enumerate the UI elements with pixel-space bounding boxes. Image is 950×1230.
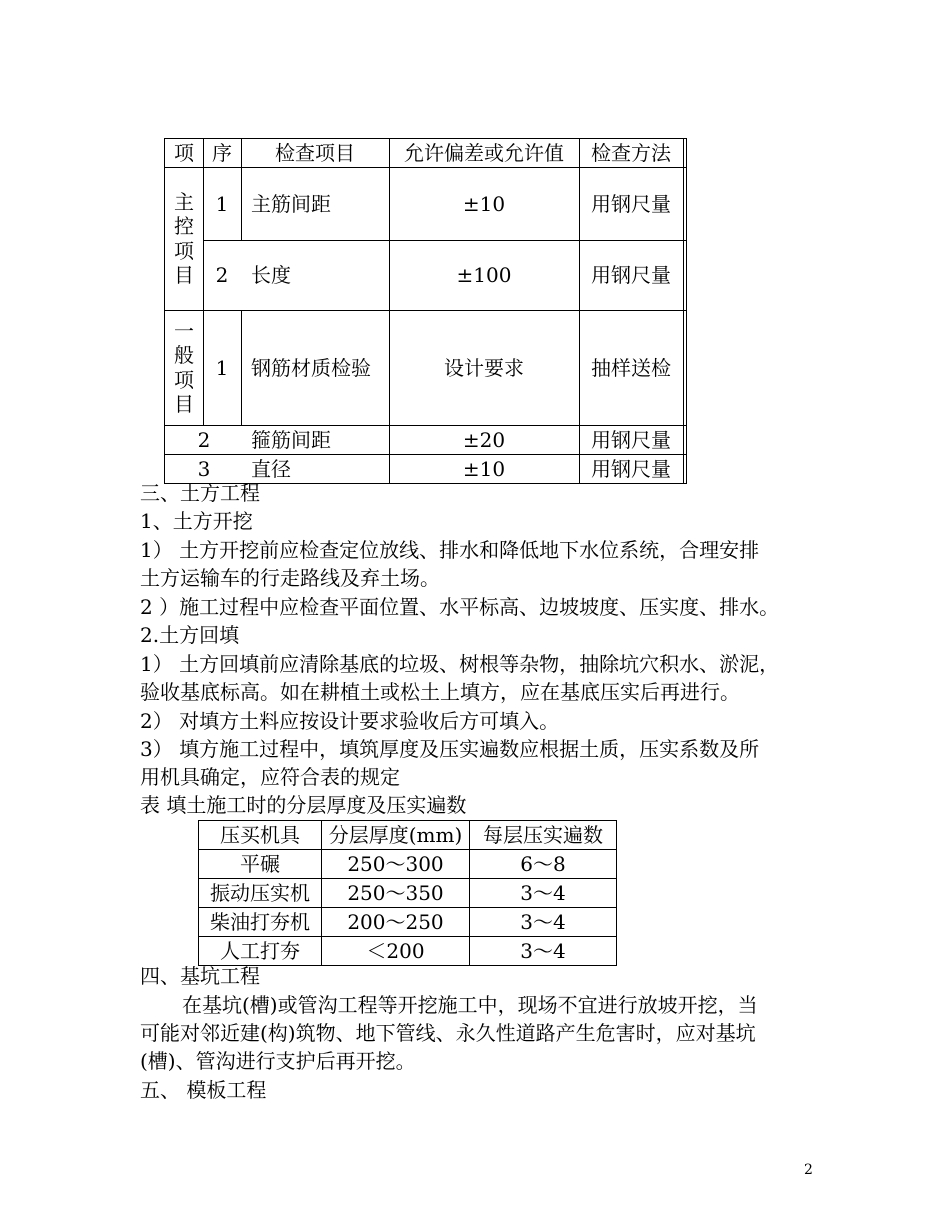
paragraph-line: 土方运输车的行走路线及弃土场。 xyxy=(140,566,440,590)
row-tolerance: ±10 xyxy=(462,456,506,481)
table-cell: 平碾 xyxy=(199,850,322,879)
header-cell: 分层厚度(mm) xyxy=(322,821,470,850)
group-label-char: 项 xyxy=(174,367,194,392)
table-row xyxy=(199,908,617,937)
header-cell: 压买机具 xyxy=(199,821,322,850)
table-cell: 振动压实机 xyxy=(199,879,322,908)
table-cell: 6～8 xyxy=(470,850,617,879)
paragraph-line: (槽)、管沟进行支护后再开挖。 xyxy=(140,1049,416,1073)
group-label-char: 一 xyxy=(174,318,194,343)
group-label-general xyxy=(165,310,203,425)
paragraph-line: 可能对邻近建(构)筑物、地下管线、永久性道路产生危害时，应对基坑 xyxy=(140,1021,756,1045)
header-cell-category: 项 xyxy=(174,140,194,165)
group-label-char: 般 xyxy=(174,343,194,368)
row-number: 1 xyxy=(215,191,229,216)
paragraph-line: 2） 对填方土料应按设计要求验收后方可填入。 xyxy=(140,709,560,733)
table-cell: 人工打夯 xyxy=(199,937,322,966)
paragraph-line: 1） 土方回填前应清除基底的垃圾、树根等杂物，抽除坑穴积水、淤泥， xyxy=(140,652,780,676)
header-cell-item: 检查项目 xyxy=(275,140,355,165)
table-cell: 3～4 xyxy=(470,879,617,908)
row-method: 用钢尺量 xyxy=(591,191,671,216)
group-label-char: 控 xyxy=(174,214,194,239)
paragraph-line: 2 ）施工过程中应检查平面位置、水平标高、边坡坡度、压实度、排水。 xyxy=(140,595,780,619)
paragraph-line: 1） 土方开挖前应检查定位放线、排水和降低地下水位系统，合理安排 xyxy=(140,538,760,562)
row-number: 2 xyxy=(197,427,211,452)
row-tolerance: ±20 xyxy=(462,427,506,452)
paragraph-line: 用机具确定，应符合表的规定 xyxy=(140,765,400,789)
subsection-heading: 2.土方回填 xyxy=(140,623,240,647)
table-cell: 250～350 xyxy=(322,879,470,908)
group-label-main-control xyxy=(165,167,203,310)
row-tolerance: ±100 xyxy=(456,263,512,287)
table-rule xyxy=(241,310,242,425)
table-row xyxy=(199,879,617,908)
group-label-char: 目 xyxy=(174,391,194,416)
row-item: 直径 xyxy=(251,456,291,481)
section-heading: 五、 模板工程 xyxy=(140,1078,267,1102)
row-method: 用钢尺量 xyxy=(591,263,671,287)
row-item: 主筋间距 xyxy=(251,191,331,216)
table-cell: 柴油打夯机 xyxy=(199,908,322,937)
group-label-char: 目 xyxy=(174,262,194,287)
table-header-row xyxy=(199,821,617,850)
row-item: 长度 xyxy=(251,263,291,287)
table-cell: 200～250 xyxy=(322,908,470,937)
row-tolerance: ±10 xyxy=(462,191,506,216)
group-label-char: 项 xyxy=(174,238,194,263)
row-item: 箍筋间距 xyxy=(251,427,331,452)
header-cell-number: 序 xyxy=(212,140,232,165)
header-cell-tolerance: 允许偏差或允许值 xyxy=(404,140,564,165)
inspection-table xyxy=(164,138,687,484)
row-method: 用钢尺量 xyxy=(591,456,671,481)
row-method: 抽样送检 xyxy=(591,355,671,380)
section-heading: 四、基坑工程 xyxy=(140,964,260,988)
header-cell: 每层压实遍数 xyxy=(470,821,617,850)
table-row xyxy=(199,937,617,966)
table-caption: 表 填土施工时的分层厚度及压实遍数 xyxy=(140,793,467,817)
row-item: 钢筋材质检验 xyxy=(251,355,371,380)
section-heading: 三、土方工程 xyxy=(140,481,260,505)
table-cell: 3～4 xyxy=(470,908,617,937)
subsection-heading: 1、土方开挖 xyxy=(140,509,253,533)
table-cell: 250～300 xyxy=(322,850,470,879)
row-number: 2 xyxy=(215,263,229,287)
paragraph-line: 3） 填方施工过程中，填筑厚度及压实遍数应根据土质，压实系数及所 xyxy=(140,737,760,761)
table-row xyxy=(199,850,617,879)
table-cell: ＜200 xyxy=(322,937,470,966)
paragraph-line: 在基坑(槽)或管沟工程等开挖施工中，现场不宜进行放坡开挖，当 xyxy=(182,993,758,1017)
header-cell-method: 检查方法 xyxy=(591,140,671,165)
row-tolerance: 设计要求 xyxy=(444,355,524,380)
table-cell: 3～4 xyxy=(470,937,617,966)
table-rule xyxy=(683,138,684,484)
row-number: 3 xyxy=(197,456,211,481)
group-label-char: 主 xyxy=(174,189,194,214)
page-number: 2 xyxy=(804,1162,813,1178)
row-number: 1 xyxy=(215,355,229,380)
row-method: 用钢尺量 xyxy=(591,427,671,452)
paragraph-line: 验收基底标高。如在耕植土或松土上填方，应在基底压实后再进行。 xyxy=(140,680,740,704)
compaction-table xyxy=(198,820,617,966)
